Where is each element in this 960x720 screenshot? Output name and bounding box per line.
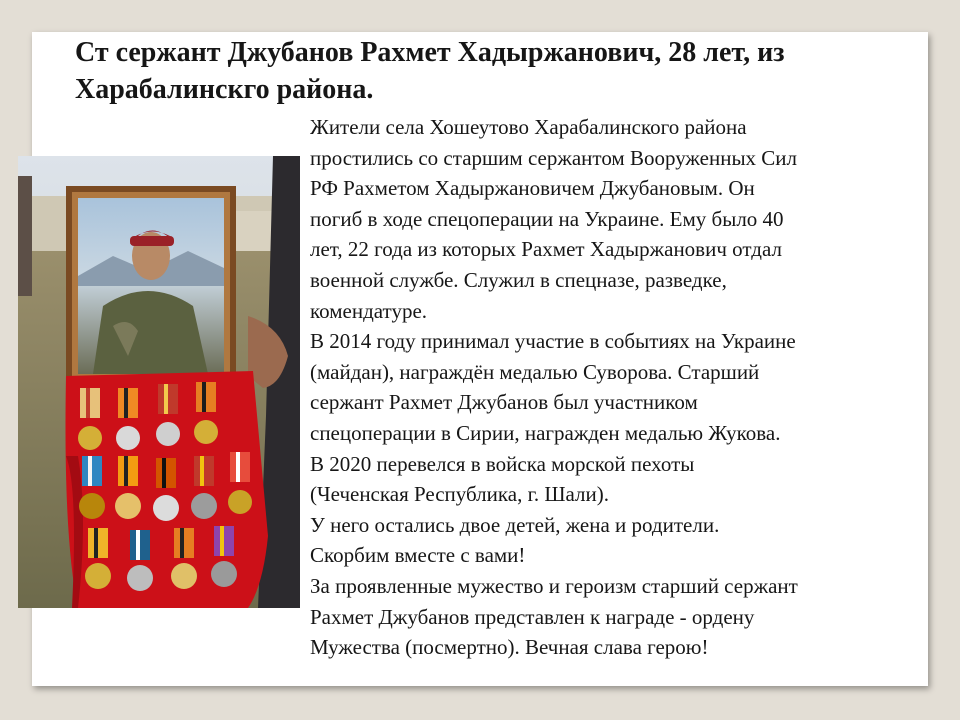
memorial-photo [18, 156, 300, 608]
body-line: Жители села Хошеутово Харабалинского района [310, 115, 747, 139]
body-line: (майдан), награждён медалью Суворова. Старший [310, 359, 760, 384]
body-line: У него остались двое детей, жена и родители. [310, 512, 720, 537]
body-line: погиб в ходе спецоперации на Украине. Ему было 40 [310, 206, 784, 231]
article-body [310, 112, 928, 663]
body-line: Скорбим вместе с вами! [310, 543, 526, 568]
body-line: (Чеченская Республика, г. Шали). [310, 482, 610, 507]
body-line: лет, 22 года из которых Рахмет Хадыржанович отдал [310, 237, 782, 262]
body-line: военной службе. Служил в спецназе, разведке, [310, 267, 727, 292]
body-line: сержант Рахмет Джубанов был участником [310, 390, 698, 415]
title-line: Ст сержант Джубанов Рахмет Хадыржанович, 28 лет, из [75, 37, 785, 68]
slide-title [75, 34, 915, 108]
body-line: РФ Рахметом Хадыржановичем Джубановым. Он [310, 176, 755, 201]
body-line: Рахмет Джубанов представлен к награде - ордену [310, 604, 755, 629]
body-line: В 2020 перевелся в войска морской пехоты [310, 451, 695, 476]
title-line: Харабалинскго района. [75, 74, 374, 105]
body-line: В 2014 году принимал участие в событиях на Украине [310, 329, 796, 354]
body-line: спецоперации в Сирии, награжден медалью Жукова. [310, 420, 781, 445]
body-line: Мужества (посмертно). Вечная слава герою! [310, 635, 709, 660]
body-line: простились со старшим сержантом Вооруженных Сил [310, 145, 798, 170]
body-line: комендатуре. [310, 298, 428, 323]
body-line: За проявленные мужество и героизм старший сержант [310, 573, 798, 598]
